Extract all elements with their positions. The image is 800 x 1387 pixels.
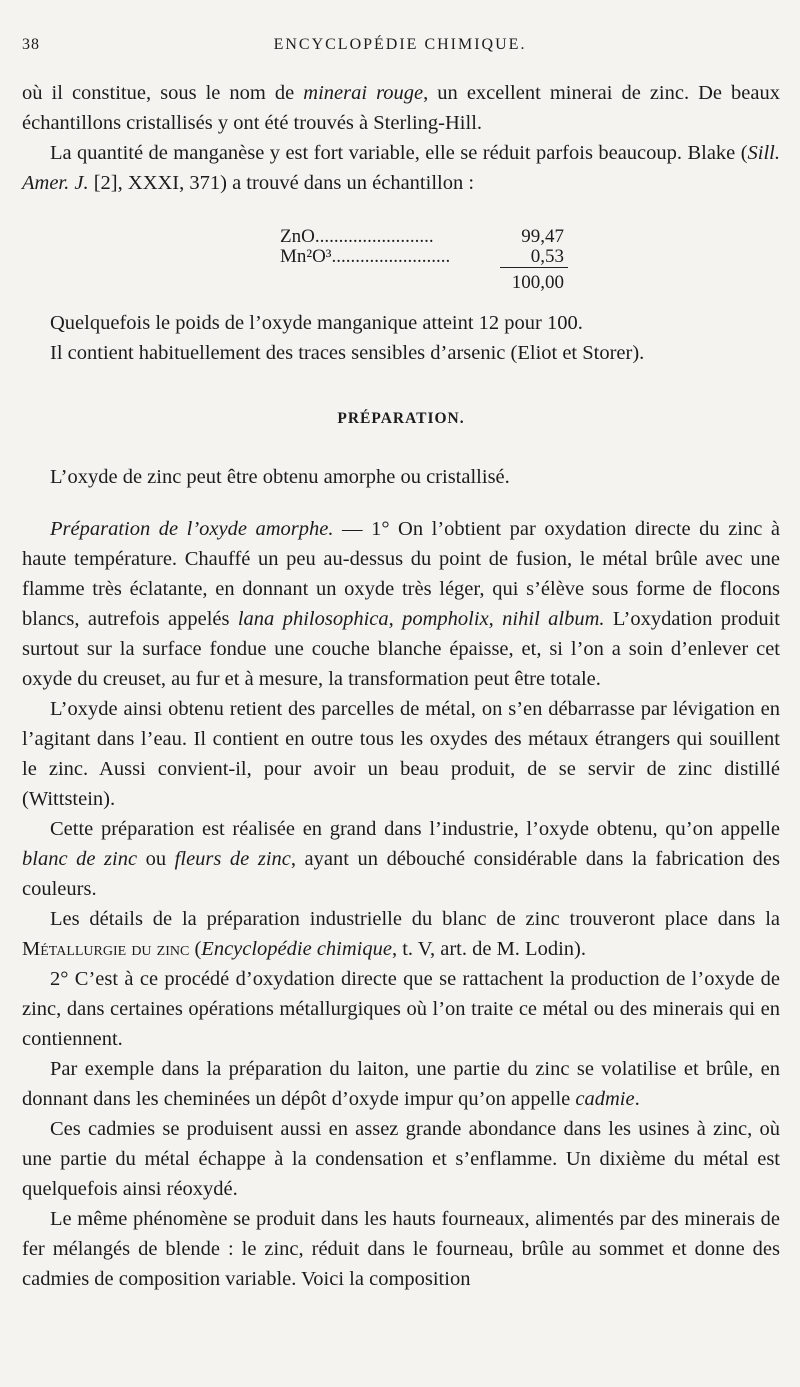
small-caps-run: Métallurgie du zinc bbox=[22, 938, 190, 960]
text-run: ( bbox=[189, 938, 202, 960]
analysis-label: ZnO......................... bbox=[280, 226, 434, 247]
paragraph bbox=[22, 904, 780, 964]
text-run: — 1° On l’obtient par oxydation directe du zinc à haute température. Chauffé un peu au-dessus du point de fusion, le métal brûle avec une flamme très éclatante, en donnant un oxyde très léger, qui s’élève sous forme de flocons blancs, autrefois appelés bbox=[22, 518, 780, 630]
text-run: L’oxydation produit surtout sur la surface fondue une couche blanche épaisse, et, si l’on a soin d’enlever cet oxyde du creuset, au fur et à mesure, la transformation peut être totale. bbox=[22, 608, 780, 690]
italic-run: Encyclopédie chimique bbox=[201, 938, 392, 960]
analysis-value: 99,47 bbox=[521, 226, 564, 247]
paragraph: Le même phénomène se produit dans les hauts fourneaux, alimentés par des minerais de fer mélangés de blende : le zinc, réduit dans le fourneau, brûle au sommet et donne des cadmies de composition variable. Voici la composition bbox=[22, 1208, 780, 1290]
italic-run: minerai rouge bbox=[303, 82, 424, 104]
italic-run: cadmie bbox=[575, 1088, 635, 1110]
paragraph: Ces cadmies se produisent aussi en assez grande abondance dans les usines à zinc, où une partie du métal échappe à la condensation et s’enflamme. Un dixième du métal est quelquefois ainsi réoxydé. bbox=[22, 1118, 780, 1200]
text-run: Par exemple dans la préparation du laiton, une partie du zinc se volatilise et brûle, en donnant dans les cheminées un dépôt d’oxyde impur qu’on appelle bbox=[22, 1058, 780, 1110]
text-run: Cette préparation est réalisée en grand dans l’industrie, l’oxyde obtenu, qu’on appelle bbox=[50, 818, 780, 840]
analysis-table bbox=[22, 210, 780, 296]
text-run: , un excellent minerai de zinc. De beaux échantillons cristallisés y ont été trouvés à Sterling-Hill. bbox=[22, 82, 781, 134]
page-number: 38 bbox=[22, 36, 40, 53]
paragraph: L’oxyde de zinc peut être obtenu amorphe ou cristallisé. bbox=[50, 466, 510, 488]
paragraph bbox=[22, 78, 780, 138]
text-run: . bbox=[634, 1088, 640, 1110]
text-run: , ayant un débouché considérable dans la fabrication des couleurs. bbox=[22, 848, 781, 900]
paragraph bbox=[22, 1054, 780, 1114]
sum-rule bbox=[500, 267, 568, 268]
paragraph bbox=[22, 814, 780, 904]
analysis-value: 0,53 bbox=[530, 246, 564, 267]
text-run: La quantité de manganèse y est fort variable, elle se réduit parfois beaucoup. Blake ( bbox=[50, 142, 748, 164]
paragraph: Quelquefois le poids de l’oxyde manganique atteint 12 pour 100. bbox=[50, 312, 583, 334]
italic-run: Préparation de l’oxyde amorphe. bbox=[50, 518, 334, 540]
paragraph bbox=[22, 514, 780, 694]
page-header bbox=[22, 36, 778, 58]
paragraph bbox=[22, 138, 780, 198]
text-run: où il constitue, sous le nom de bbox=[22, 82, 304, 104]
page-body bbox=[22, 78, 780, 1294]
analysis-total: 100,00 bbox=[511, 272, 564, 293]
running-title: ENCYCLOPÉDIE CHIMIQUE. bbox=[273, 36, 527, 53]
text-run: Les détails de la préparation industrielle du blanc de zinc trouveront place dans la bbox=[50, 908, 780, 930]
paragraph: L’oxyde ainsi obtenu retient des parcelles de métal, on s’en débarrasse par lévigation en l’agitant dans l’eau. Il contient en outre tous les oxydes des métaux étrangers qui souillent le zinc. Aussi convient-il, pour avoir un beau produit, de se servir de zinc distillé (Wittstein). bbox=[22, 698, 780, 810]
italic-run: fleurs de zinc bbox=[174, 848, 291, 870]
italic-run: Sill. Amer. J. bbox=[22, 142, 780, 194]
paragraph: 2° C’est à ce procédé d’oxydation directe que se rattachent la production de l’oxyde de zinc, dans certaines opérations métallurgiques où l’on traite ce métal ou des minerais qui en contiennent. bbox=[22, 968, 780, 1050]
text-run: [2], XXXI, 371) a trouvé dans un échantillon : bbox=[88, 172, 475, 194]
analysis-label: Mn²O³......................... bbox=[280, 246, 451, 267]
italic-run: lana philosophica, pompholix, nihil album. bbox=[237, 608, 605, 630]
text-run: ou bbox=[137, 848, 175, 870]
paragraph: Il contient habituellement des traces sensibles d’arsenic (Eliot et Storer). bbox=[50, 342, 645, 364]
italic-run: blanc de zinc bbox=[22, 848, 138, 870]
section-heading: PRÉPARATION. bbox=[337, 410, 465, 427]
text-run: , t. V, art. de M. Lodin). bbox=[391, 938, 586, 960]
